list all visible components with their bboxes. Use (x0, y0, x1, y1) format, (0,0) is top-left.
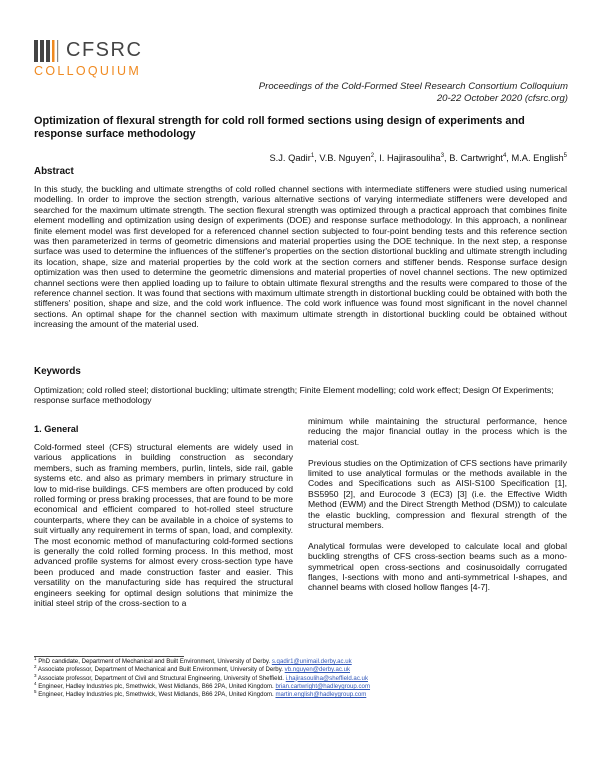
paper-title: Optimization of flexural strength for cold roll formed sections using design of experiments and response surface methodology (34, 115, 525, 140)
footnote: $^4$ Engineer, Hadley Industries plc, Smethwick, West Midlands, B66 2PA, United Kingdom. brian.cartwright@hadleygroup.com (34, 680, 371, 690)
proceedings-line-1: Proceedings of the Cold-Formed Steel Research Consortium Colloquium (258, 81, 568, 92)
author: V.B. Nguyen$^2$, (319, 152, 380, 163)
author: M.A. English$^5$ (511, 152, 567, 163)
author: S.J. Qadir$^1$, (269, 152, 320, 163)
author: I. Hajirasouliha$^3$, (379, 152, 450, 163)
logo-subtitle: COLLOQUIUM (34, 64, 142, 78)
logo-bars-icon (34, 40, 62, 62)
footnote: $^3$ Associate professor, Department of Civil and Structural Engineering, University of Sheffield. i.hajirasouliha@sheffield.ac.uk (34, 672, 368, 682)
paragraph: minimum while maintaining the structural performance, hence reducing the major financial outlay in the process which is the material cost. (308, 416, 567, 447)
footnote: $^1$ PhD candidate, Department of Mechanical and Built Environment, University of Derby. s.qadir1@unimail.derby.ac.uk (34, 655, 352, 665)
abstract-heading: Abstract (34, 166, 74, 177)
paragraph: Analytical formulas were developed to calculate local and global buckling strengths of CFS cross-section beams such as a mono-symmetrical open cross-sections and cosinusoidally corrugated flanges, I-sections with mono and anti-symmetrical I-shapes, and channel beams with closed hollow flanges [4-7]. (308, 540, 567, 593)
logo-wordmark: CFSRC (66, 39, 143, 61)
footnote-divider (34, 656, 184, 657)
proceedings-line-2: 20-22 October 2020 (cfsrc.org) (436, 93, 568, 104)
abstract-body: In this study, the buckling and ultimate strengths of cold rolled channel sections with intermediate stiffeners were studied using numerical modelling. In order to improve the section strength, various alternative sections of varying intermediate stiffeners were developed and searched for the maximum ultimate strength. The section flexural strength was optimized through a practical approach that combines finite element modelling and optimization using design of experiments (DOE) and response surface methodology. In this approach, a nonlinear finite element model was first developed for a referenced channel section subjected to four-point bending tests and this reference section was then parameterized in terms of geometric dimensions and material properties using the DOE technique. In the next step, a response surface was used to determine the influences of the stiffener's properties on the section distortional buckling and ultimate strength including its location, shape, size and material properties by the cold work at the section corners and stiffener bends. Response surface design optimization was then used to determine the geometric dimensions and material properties of novel channel sections. The new optimized channel sections were then applied loading up to failure to obtain ultimate flexural strengths and the results were compared to those of the reference channel section. It was found that sections with maximum ultimate strength in distortional buckling could be obtained with both the stiffeners' position, shape and size, and the cold work influence. The cold work influence was found most significant in the novel channel sections. An optimal shape for the channel section with maximum ultimate strength in distortional buckling could be obtained without increasing the amount of the material used. (34, 184, 567, 330)
email-link[interactable]: i.hajirasouliha@sheffield.ac.uk (285, 674, 368, 682)
author-list (147, 152, 567, 164)
email-link[interactable]: s.qadir1@unimail.derby.ac.uk (271, 658, 352, 665)
keywords-body: Optimization; cold rolled steel; distortional buckling; ultimate strength; Finite Element modelling; cold work effect; Design Of Experiments; response surface methodology (34, 385, 554, 406)
section-heading: 1. General (34, 424, 79, 434)
proceedings-header (188, 81, 568, 105)
keywords-heading: Keywords (34, 366, 81, 377)
body-column-right (308, 416, 567, 603)
footnote: $^5$ Engineer, Hadley Industries plc, Smethwick, West Midlands, B66 2PA, United Kingdom. martin.english@hadleygroup.com (34, 689, 367, 699)
paragraph: Previous studies on the Optimization of CFS sections have primarily limited to use analytical formulas or the methods available in the Codes and Specifications such as AISI-S100 Specification [1], BS5950 [2], and Eurocode 3 (EC3) [3] (i.e. the Effective Width Method (EWM) and the Direct Strength Method (DSM)) to calculate the elastic buckling, compression and flexural strength of the structural members. (308, 457, 567, 531)
author: B. Cartwright$^4$, (449, 152, 512, 163)
footnotes (34, 655, 574, 699)
email-link[interactable]: martin.english@hadleygroup.com (275, 691, 367, 699)
cfsrc-logo (34, 40, 174, 80)
email-link[interactable]: vb.nguyen@derby.ac.uk (284, 666, 351, 674)
footnote: $^2$ Associate professor, Department of Mechanical and Built Environment, University of Derby. vb.nguyen@derby.ac.uk (34, 664, 351, 674)
body-column-left: Cold-formed steel (CFS) structural elements are widely used in various applications in building construction as secondary members, such as framing members, purlin, lintels, side rail, gable systems etc. and also as primary members in primary structure in low to mid-rise buildings. CFS members are often produced by cold rolled forming or press braking processes, that are found to be more economical and efficient compared to hot-rolled steel structure counterparts, where they can be available in a choice of systems to suit virtually any requirement in terms of span, load, and complexity. The most economic method of manufacturing cold-formed sections is generally the cold rolled forming process. In this method, most advanced profile systems for almost every cross-section type have been produced and made construction faster and easier. This versatility on the manufacturing side has required the structural engineers seeking for optimal design solutions that minimize the initial steel strip of the cross-section to a (34, 442, 293, 609)
email-link[interactable]: brian.cartwright@hadleygroup.com (275, 682, 371, 690)
